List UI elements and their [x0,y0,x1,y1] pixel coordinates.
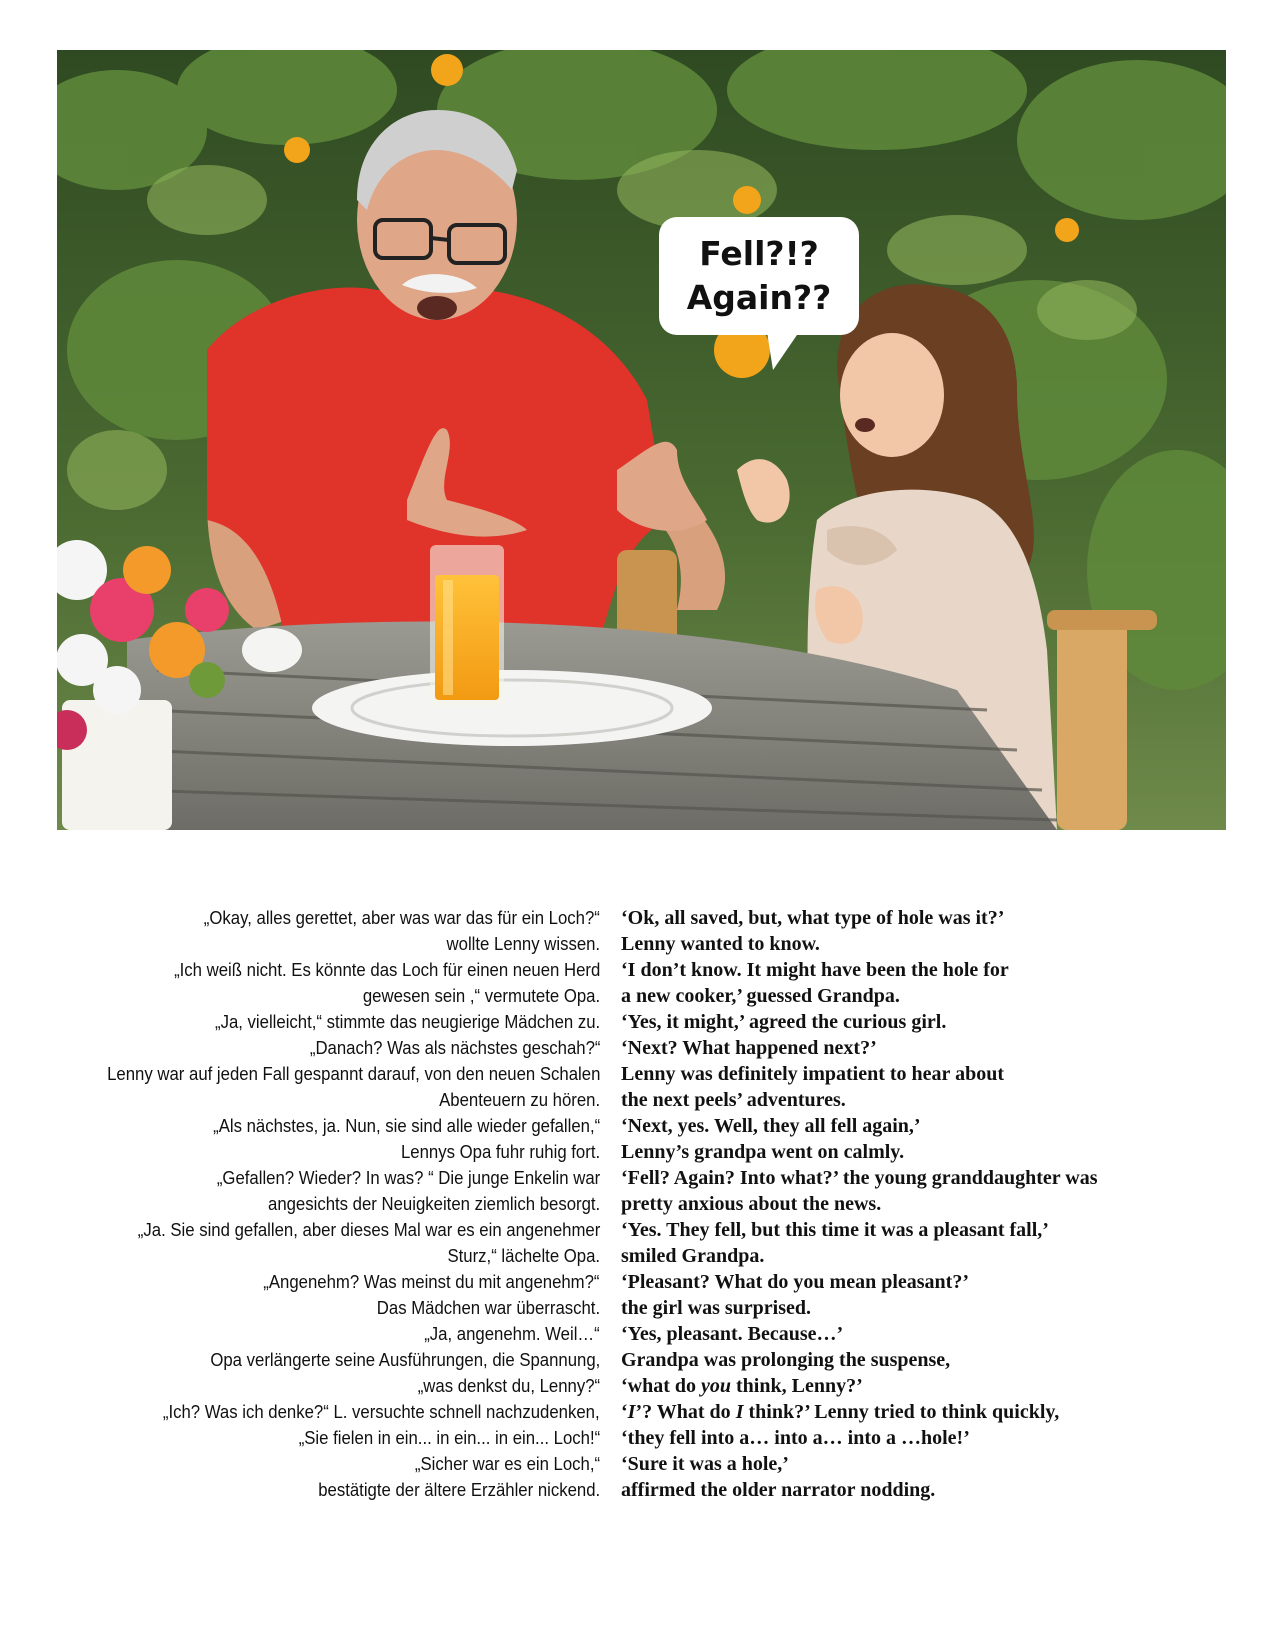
german-line: „Okay, alles gerettet, aber was war das für ein Loch?“ [203,908,600,928]
story-line [0,1009,1275,1035]
story-line [0,1243,1275,1269]
english-fragment: ’? What do [635,1401,736,1423]
story-line [0,931,1275,957]
english-line: Lenny wanted to know. [621,933,820,955]
german-line: Opa verlängerte seine Ausführungen, die Spannung, [210,1350,600,1370]
orange-juice-glass [430,545,504,705]
story-line [0,1425,1275,1451]
english-line: pretty anxious about the news. [621,1193,882,1215]
english-line: Grandpa was prolonging the suspense, [621,1349,951,1371]
english-line: ‘Next, yes. Well, they all fell again,’ [621,1115,921,1137]
story-line [0,1295,1275,1321]
english-line: Lenny’s grandpa went on calmly. [621,1141,905,1163]
german-line: „Als nächstes, ja. Nun, sie sind alle wieder gefallen,“ [212,1116,600,1136]
english-fragment: ‘what do [621,1375,702,1397]
english-emphasis: you [701,1375,732,1397]
german-line: Sturz,“ lächelte Opa. [447,1246,600,1266]
german-line: Lennys Opa fuhr ruhig fort. [400,1142,600,1162]
german-line: angesichts der Neuigkeiten ziemlich besorgt. [267,1194,600,1214]
german-line: „Gefallen? Wieder? In was? “ Die junge Enkelin war [216,1168,600,1188]
german-line: gewesen sein ,“ vermutete Opa. [362,986,600,1006]
story-line [0,1399,1275,1425]
english-line: ‘Yes, it might,’ agreed the curious girl. [621,1011,947,1033]
bilingual-story-text [0,905,1275,1503]
story-line [0,983,1275,1009]
english-line: Lenny was definitely impatient to hear about [621,1063,1004,1085]
english-fragment: think?’ Lenny tried to think quickly, [743,1401,1060,1423]
german-line: „Sicher war es ein Loch,“ [414,1454,600,1474]
english-emphasis: I [735,1401,744,1423]
story-line [0,957,1275,983]
story-line [0,1087,1275,1113]
german-line: Lenny war auf jeden Fall gespannt darauf, von den neuen Schalen [106,1064,600,1084]
story-illustration [57,50,1226,830]
story-line [0,1061,1275,1087]
english-emphasis: I [627,1401,636,1423]
garden-scene [57,50,1226,830]
story-line [0,1113,1275,1139]
english-line [621,1399,1059,1425]
english-line: ‘Fell? Again? Into what?’ the young granddaughter was [621,1167,1098,1189]
story-line [0,1451,1275,1477]
german-line: Das Mädchen war überrascht. [376,1298,600,1318]
english-line: ‘Yes. They fell, but this time it was a pleasant fall,’ [621,1219,1049,1241]
english-line: the next peels’ adventures. [621,1089,846,1111]
english-line [621,1373,863,1399]
story-line [0,1269,1275,1295]
english-fragment: ‘ [621,1401,628,1423]
german-line: „Ja, angenehm. Weil…“ [424,1324,600,1344]
english-line: ‘I don’t know. It might have been the hole for [621,959,1009,981]
story-line [0,1373,1275,1399]
english-line: ‘Next? What happened next?’ [621,1037,877,1059]
german-line: „Angenehm? Was meinst du mit angenehm?“ [263,1272,600,1292]
story-line [0,1217,1275,1243]
german-line: „Danach? Was als nächstes geschah?“ [309,1038,600,1058]
german-line: wollte Lenny wissen. [446,934,600,954]
german-line: bestätigte der ältere Erzähler nickend. [318,1480,600,1500]
german-line: „Ich weiß nicht. Es könnte das Loch für einen neuen Herd [173,960,600,980]
story-line [0,1477,1275,1503]
english-line: smiled Grandpa. [621,1245,765,1267]
story-line [0,1165,1275,1191]
story-line [0,1139,1275,1165]
story-line [0,1035,1275,1061]
english-fragment: think, Lenny?’ [731,1375,863,1397]
english-line: a new cooker,’ guessed Grandpa. [621,985,900,1007]
story-line [0,905,1275,931]
story-line [0,1191,1275,1217]
german-line: „was denkst du, Lenny?“ [417,1376,600,1396]
english-line: ‘Pleasant? What do you mean pleasant?’ [621,1271,969,1293]
story-line [0,1321,1275,1347]
german-line: „Ja, vielleicht,“ stimmte das neugierige Mädchen zu. [214,1012,600,1032]
german-line: „Ja. Sie sind gefallen, aber dieses Mal war es ein angenehmer [137,1220,600,1240]
story-line [0,1347,1275,1373]
speech-bubble-line-1: Fell?!? [699,234,819,273]
english-line: the girl was surprised. [621,1297,811,1319]
english-line: ‘Yes, pleasant. Because…’ [621,1323,844,1345]
speech-bubble-line-2: Again?? [686,278,832,317]
english-line: ‘Sure it was a hole,’ [621,1453,789,1475]
english-line: ‘they fell into a… into a… into a …hole!’ [621,1427,970,1449]
german-line: „Ich? Was ich denke?“ L. versuchte schnell nachzudenken, [163,1402,600,1422]
english-line: ‘Ok, all saved, but, what type of hole was it?’ [621,907,1005,929]
english-line: affirmed the older narrator nodding. [621,1479,936,1501]
german-line: Abenteuern zu hören. [438,1090,600,1110]
german-line: „Sie fielen in ein... in ein... in ein... Loch!“ [298,1428,600,1448]
speech-bubble [659,217,859,335]
